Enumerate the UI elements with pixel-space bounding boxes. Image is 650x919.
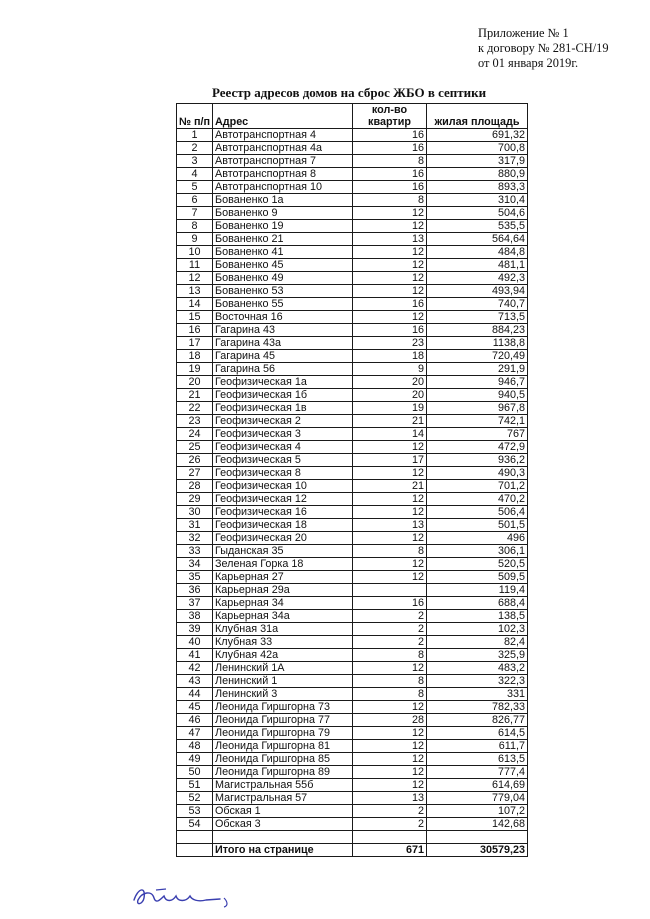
row-number-cell: 54 — [177, 818, 213, 831]
apartments-cell: 20 — [353, 389, 427, 402]
address-cell: Магистральная 55б — [213, 779, 353, 792]
apartments-cell: 8 — [353, 688, 427, 701]
row-number-cell: 29 — [177, 493, 213, 506]
table-row — [177, 740, 528, 753]
apartments-cell: 12 — [353, 467, 427, 480]
row-number-cell: 25 — [177, 441, 213, 454]
address-cell: Карьерная 34а — [213, 610, 353, 623]
address-cell: Геофизическая 4 — [213, 441, 353, 454]
apartments-cell: 13 — [353, 519, 427, 532]
row-number-cell: 45 — [177, 701, 213, 714]
address-cell: Бованенко 49 — [213, 272, 353, 285]
contract-reference: к договору № 281-СН/19 — [478, 41, 609, 55]
total-living-area: 30579,23 — [427, 844, 528, 857]
table-row — [177, 311, 528, 324]
apartments-cell: 18 — [353, 350, 427, 363]
address-cell: Геофизическая 18 — [213, 519, 353, 532]
table-row — [177, 155, 528, 168]
row-number-cell: 39 — [177, 623, 213, 636]
address-cell: Бованенко 19 — [213, 220, 353, 233]
table-row — [177, 558, 528, 571]
row-number-cell: 16 — [177, 324, 213, 337]
address-cell: Бованенко 55 — [213, 298, 353, 311]
table-body — [177, 129, 528, 831]
table-row — [177, 454, 528, 467]
address-cell: Гагарина 45 — [213, 350, 353, 363]
living-area-cell: 509,5 — [427, 571, 528, 584]
table-row — [177, 506, 528, 519]
apartments-cell: 12 — [353, 246, 427, 259]
living-area-cell: 779,04 — [427, 792, 528, 805]
living-area-cell: 107,2 — [427, 805, 528, 818]
row-number-cell: 9 — [177, 233, 213, 246]
row-number-cell: 7 — [177, 207, 213, 220]
table-row — [177, 610, 528, 623]
address-cell: Автотранспортная 7 — [213, 155, 353, 168]
apartments-cell: 20 — [353, 376, 427, 389]
row-number-cell: 12 — [177, 272, 213, 285]
apartments-cell: 9 — [353, 363, 427, 376]
row-number-cell: 2 — [177, 142, 213, 155]
living-area-cell: 481,1 — [427, 259, 528, 272]
row-number-cell: 36 — [177, 584, 213, 597]
address-cell: Леонида Гиршгорна 89 — [213, 766, 353, 779]
address-cell: Леонида Гиршгорна 73 — [213, 701, 353, 714]
living-area-cell: 317,9 — [427, 155, 528, 168]
address-cell: Геофизическая 1б — [213, 389, 353, 402]
table-row — [177, 389, 528, 402]
address-cell: Геофизическая 5 — [213, 454, 353, 467]
contract-date: от 01 января 2019г. — [478, 56, 579, 70]
apartments-cell: 12 — [353, 311, 427, 324]
table-row — [177, 532, 528, 545]
row-number-cell: 4 — [177, 168, 213, 181]
row-number-cell: 20 — [177, 376, 213, 389]
table-row — [177, 649, 528, 662]
living-area-cell: 504,6 — [427, 207, 528, 220]
table-row — [177, 207, 528, 220]
row-number-cell: 40 — [177, 636, 213, 649]
living-area-cell: 700,8 — [427, 142, 528, 155]
table-row — [177, 194, 528, 207]
living-area-cell: 306,1 — [427, 545, 528, 558]
row-number-cell: 19 — [177, 363, 213, 376]
table-row — [177, 779, 528, 792]
column-header-apartments: кол-во квартир — [353, 104, 427, 129]
table-row — [177, 142, 528, 155]
table-row — [177, 753, 528, 766]
apartments-cell: 2 — [353, 805, 427, 818]
address-cell: Бованенко 1а — [213, 194, 353, 207]
column-header-address: Адрес — [213, 104, 353, 129]
living-area-cell: 1138,8 — [427, 337, 528, 350]
address-cell: Клубная 31а — [213, 623, 353, 636]
annex-number: Приложение № 1 — [478, 26, 569, 40]
row-number-cell: 33 — [177, 545, 213, 558]
living-area-cell: 564,64 — [427, 233, 528, 246]
living-area-cell: 291,9 — [427, 363, 528, 376]
address-cell: Гагарина 56 — [213, 363, 353, 376]
row-number-cell: 41 — [177, 649, 213, 662]
apartments-cell: 12 — [353, 740, 427, 753]
living-area-cell: 501,5 — [427, 519, 528, 532]
annex-header — [478, 26, 646, 71]
row-number-cell: 38 — [177, 610, 213, 623]
apartments-cell: 16 — [353, 181, 427, 194]
address-cell: Бованенко 9 — [213, 207, 353, 220]
row-number-cell: 21 — [177, 389, 213, 402]
apartments-cell: 16 — [353, 298, 427, 311]
apartments-cell: 12 — [353, 766, 427, 779]
apartments-cell: 13 — [353, 233, 427, 246]
table-row — [177, 545, 528, 558]
living-area-cell: 119,4 — [427, 584, 528, 597]
row-number-cell: 22 — [177, 402, 213, 415]
living-area-cell: 967,8 — [427, 402, 528, 415]
table-row — [177, 246, 528, 259]
row-number-cell: 44 — [177, 688, 213, 701]
living-area-cell: 720,49 — [427, 350, 528, 363]
address-cell: Геофизическая 8 — [213, 467, 353, 480]
row-number-cell: 53 — [177, 805, 213, 818]
apartments-cell: 2 — [353, 623, 427, 636]
table-row — [177, 623, 528, 636]
apartments-cell: 12 — [353, 272, 427, 285]
address-registry-table — [176, 103, 528, 857]
apartments-cell: 17 — [353, 454, 427, 467]
address-cell: Ленинский 1 — [213, 675, 353, 688]
living-area-cell: 893,3 — [427, 181, 528, 194]
table-row — [177, 727, 528, 740]
table-row — [177, 714, 528, 727]
row-number-cell: 49 — [177, 753, 213, 766]
apartments-cell: 12 — [353, 532, 427, 545]
apartments-cell: 12 — [353, 220, 427, 233]
living-area-cell: 614,69 — [427, 779, 528, 792]
table-row — [177, 584, 528, 597]
address-cell: Гагарина 43а — [213, 337, 353, 350]
address-cell: Карьерная 27 — [213, 571, 353, 584]
living-area-cell: 82,4 — [427, 636, 528, 649]
living-area-cell: 492,3 — [427, 272, 528, 285]
total-apartments: 671 — [353, 844, 427, 857]
row-number-cell: 48 — [177, 740, 213, 753]
address-cell: Магистральная 57 — [213, 792, 353, 805]
address-cell: Леонида Гиршгорна 77 — [213, 714, 353, 727]
row-number-cell: 23 — [177, 415, 213, 428]
row-number-cell: 37 — [177, 597, 213, 610]
address-cell: Автотранспортная 8 — [213, 168, 353, 181]
living-area-cell: 142,68 — [427, 818, 528, 831]
apartments-cell: 12 — [353, 727, 427, 740]
address-cell: Бованенко 41 — [213, 246, 353, 259]
address-cell: Геофизическая 2 — [213, 415, 353, 428]
living-area-cell: 613,5 — [427, 753, 528, 766]
address-cell: Леонида Гиршгорна 81 — [213, 740, 353, 753]
row-number-cell: 11 — [177, 259, 213, 272]
row-number-cell: 43 — [177, 675, 213, 688]
living-area-cell: 611,7 — [427, 740, 528, 753]
table-row — [177, 233, 528, 246]
living-area-cell: 884,23 — [427, 324, 528, 337]
apartments-cell: 2 — [353, 818, 427, 831]
living-area-cell: 826,77 — [427, 714, 528, 727]
apartments-cell: 16 — [353, 142, 427, 155]
table-row — [177, 376, 528, 389]
row-number-cell: 32 — [177, 532, 213, 545]
address-cell: Автотранспортная 4 — [213, 129, 353, 142]
row-number-cell: 34 — [177, 558, 213, 571]
living-area-cell: 325,9 — [427, 649, 528, 662]
row-number-cell: 24 — [177, 428, 213, 441]
table-row — [177, 272, 528, 285]
apartments-cell: 19 — [353, 402, 427, 415]
row-number-cell: 30 — [177, 506, 213, 519]
table-row — [177, 220, 528, 233]
table-row — [177, 766, 528, 779]
living-area-cell: 614,5 — [427, 727, 528, 740]
row-number-cell: 52 — [177, 792, 213, 805]
living-area-cell: 691,32 — [427, 129, 528, 142]
apartments-cell: 12 — [353, 701, 427, 714]
living-area-cell: 470,2 — [427, 493, 528, 506]
address-cell: Геофизическая 10 — [213, 480, 353, 493]
table-row — [177, 636, 528, 649]
living-area-cell: 742,1 — [427, 415, 528, 428]
address-cell: Леонида Гиршгорна 79 — [213, 727, 353, 740]
table-row — [177, 324, 528, 337]
table-row — [177, 792, 528, 805]
address-cell: Клубная 42а — [213, 649, 353, 662]
apartments-cell: 23 — [353, 337, 427, 350]
row-number-cell: 28 — [177, 480, 213, 493]
table-row — [177, 350, 528, 363]
total-number-cell — [177, 844, 213, 857]
apartments-cell: 28 — [353, 714, 427, 727]
table-row — [177, 259, 528, 272]
living-area-cell: 880,9 — [427, 168, 528, 181]
row-number-cell: 31 — [177, 519, 213, 532]
table-row — [177, 285, 528, 298]
table-row — [177, 662, 528, 675]
living-area-cell: 701,2 — [427, 480, 528, 493]
living-area-cell: 322,3 — [427, 675, 528, 688]
living-area-cell: 946,7 — [427, 376, 528, 389]
handwritten-signature — [128, 880, 238, 912]
living-area-cell: 331 — [427, 688, 528, 701]
living-area-cell: 490,3 — [427, 467, 528, 480]
table-row — [177, 701, 528, 714]
apartments-cell: 16 — [353, 597, 427, 610]
table-row — [177, 493, 528, 506]
apartments-cell: 16 — [353, 129, 427, 142]
address-cell: Леонида Гиршгорна 85 — [213, 753, 353, 766]
table-row — [177, 675, 528, 688]
row-number-cell: 50 — [177, 766, 213, 779]
row-number-cell: 10 — [177, 246, 213, 259]
living-area-cell: 688,4 — [427, 597, 528, 610]
total-row — [177, 844, 528, 857]
apartments-cell: 13 — [353, 792, 427, 805]
address-cell: Бованенко 53 — [213, 285, 353, 298]
address-cell: Геофизическая 16 — [213, 506, 353, 519]
apartments-cell: 12 — [353, 779, 427, 792]
living-area-cell: 506,4 — [427, 506, 528, 519]
table-header-row — [177, 104, 528, 129]
address-cell: Обская 3 — [213, 818, 353, 831]
living-area-cell: 138,5 — [427, 610, 528, 623]
apartments-cell: 8 — [353, 675, 427, 688]
table-row — [177, 298, 528, 311]
table-row — [177, 519, 528, 532]
table-row — [177, 129, 528, 142]
apartments-cell: 8 — [353, 155, 427, 168]
living-area-cell: 782,33 — [427, 701, 528, 714]
address-cell: Ленинский 1А — [213, 662, 353, 675]
address-cell: Ленинский 3 — [213, 688, 353, 701]
row-number-cell: 47 — [177, 727, 213, 740]
living-area-cell: 535,5 — [427, 220, 528, 233]
address-cell: Карьерная 34 — [213, 597, 353, 610]
table-row — [177, 415, 528, 428]
living-area-cell: 520,5 — [427, 558, 528, 571]
row-number-cell: 5 — [177, 181, 213, 194]
address-cell: Автотранспортная 10 — [213, 181, 353, 194]
table-row — [177, 688, 528, 701]
document-title: Реестр адресов домов на сброс ЖБО в септики — [212, 85, 487, 100]
living-area-cell: 940,5 — [427, 389, 528, 402]
table-row — [177, 402, 528, 415]
table-row — [177, 467, 528, 480]
row-number-cell: 26 — [177, 454, 213, 467]
address-cell: Гыданская 35 — [213, 545, 353, 558]
row-number-cell: 3 — [177, 155, 213, 168]
row-number-cell: 42 — [177, 662, 213, 675]
table-row — [177, 337, 528, 350]
address-cell: Клубная 33 — [213, 636, 353, 649]
table-row — [177, 818, 528, 831]
table-row — [177, 428, 528, 441]
column-header-number: № п/п — [177, 104, 213, 129]
row-number-cell: 15 — [177, 311, 213, 324]
living-area-cell: 472,9 — [427, 441, 528, 454]
apartments-cell: 14 — [353, 428, 427, 441]
apartments-cell: 16 — [353, 168, 427, 181]
total-label: Итого на странице — [213, 844, 353, 857]
row-number-cell: 17 — [177, 337, 213, 350]
row-number-cell: 1 — [177, 129, 213, 142]
row-number-cell: 35 — [177, 571, 213, 584]
table-row — [177, 597, 528, 610]
living-area-cell: 493,94 — [427, 285, 528, 298]
apartments-cell: 12 — [353, 207, 427, 220]
address-cell: Карьерная 29а — [213, 584, 353, 597]
living-area-cell: 936,2 — [427, 454, 528, 467]
apartments-cell: 8 — [353, 649, 427, 662]
apartments-cell: 8 — [353, 545, 427, 558]
apartments-cell — [353, 584, 427, 597]
table-row — [177, 168, 528, 181]
apartments-cell: 12 — [353, 558, 427, 571]
address-cell: Геофизическая 20 — [213, 532, 353, 545]
apartments-cell: 21 — [353, 480, 427, 493]
apartments-cell: 16 — [353, 324, 427, 337]
address-cell: Восточная 16 — [213, 311, 353, 324]
row-number-cell: 13 — [177, 285, 213, 298]
address-cell: Бованенко 45 — [213, 259, 353, 272]
row-number-cell: 27 — [177, 467, 213, 480]
address-cell: Гагарина 43 — [213, 324, 353, 337]
table-row — [177, 571, 528, 584]
table-row — [177, 441, 528, 454]
living-area-cell: 102,3 — [427, 623, 528, 636]
living-area-cell: 767 — [427, 428, 528, 441]
apartments-cell: 12 — [353, 259, 427, 272]
address-cell: Бованенко 21 — [213, 233, 353, 246]
apartments-cell: 2 — [353, 636, 427, 649]
address-cell: Геофизическая 1а — [213, 376, 353, 389]
row-number-cell: 8 — [177, 220, 213, 233]
living-area-cell: 713,5 — [427, 311, 528, 324]
row-number-cell: 18 — [177, 350, 213, 363]
row-number-cell: 6 — [177, 194, 213, 207]
apartments-cell: 12 — [353, 493, 427, 506]
apartments-cell: 12 — [353, 571, 427, 584]
row-number-cell: 46 — [177, 714, 213, 727]
row-number-cell: 51 — [177, 779, 213, 792]
address-cell: Зеленая Горка 18 — [213, 558, 353, 571]
table-row — [177, 181, 528, 194]
apartments-cell: 12 — [353, 441, 427, 454]
apartments-cell: 21 — [353, 415, 427, 428]
table-row — [177, 480, 528, 493]
apartments-cell: 12 — [353, 285, 427, 298]
table-row — [177, 805, 528, 818]
address-cell: Обская 1 — [213, 805, 353, 818]
living-area-cell: 310,4 — [427, 194, 528, 207]
living-area-cell: 740,7 — [427, 298, 528, 311]
table-row — [177, 363, 528, 376]
apartments-cell: 2 — [353, 610, 427, 623]
apartments-cell: 12 — [353, 506, 427, 519]
address-cell: Геофизическая 3 — [213, 428, 353, 441]
apartments-cell: 12 — [353, 753, 427, 766]
living-area-cell: 484,8 — [427, 246, 528, 259]
row-number-cell: 14 — [177, 298, 213, 311]
address-cell: Автотранспортная 4а — [213, 142, 353, 155]
apartments-cell: 12 — [353, 662, 427, 675]
address-cell: Геофизическая 1в — [213, 402, 353, 415]
living-area-cell: 777,4 — [427, 766, 528, 779]
spacer-row — [177, 831, 528, 844]
column-header-living-area: жилая площадь — [427, 104, 528, 129]
living-area-cell: 483,2 — [427, 662, 528, 675]
address-cell: Геофизическая 12 — [213, 493, 353, 506]
living-area-cell: 496 — [427, 532, 528, 545]
apartments-cell: 8 — [353, 194, 427, 207]
